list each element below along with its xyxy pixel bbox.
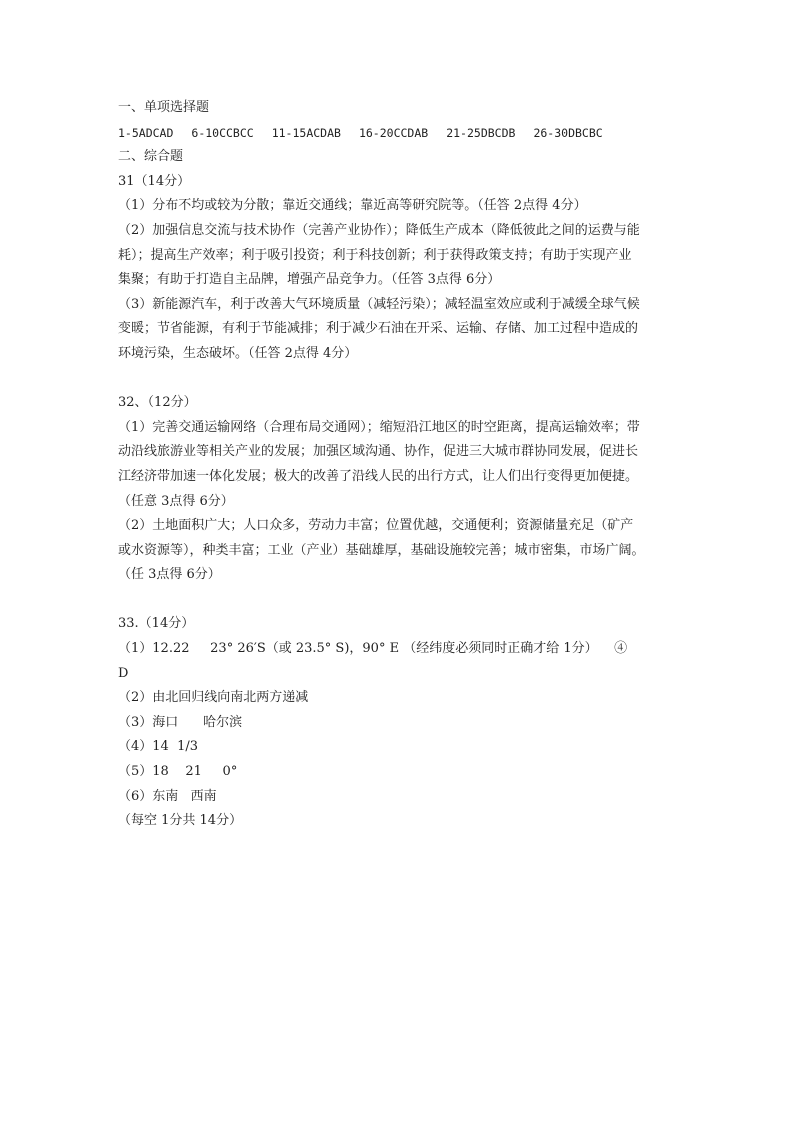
q32-part2-line: （任 3点得 6分） [118,567,221,583]
q31-part2-line: （2）加强信息交流与技术协作（完善产业协作）；降低生产成本（降低彼此之间的运费与能 [118,222,640,238]
q33-note: （每空 1分共 14分） [118,813,243,829]
choice-answers [118,121,698,146]
q32-part2-line: 或水资源等），种类丰富；工业（产业）基础雄厚，基础设施较完善；城市密集，市场广阔。 [118,542,645,558]
q31-part3-line: 环境污染，生态破坏。（任答 2点得 4分） [118,345,358,361]
answer-group: 1-5ADCAD [118,125,174,140]
q32-part1-line: 动沿线旅游业等相关产业的发展；加强区域沟通、协作，促进三大城市群协同发展，促进长 [118,444,639,460]
q33-part2: （2）由北回归线向南北两方递减 [118,690,309,706]
answer-sheet [118,96,698,834]
answer-group: 16-20CCDAB [358,125,429,140]
q32-part2-line: （2）土地面积广大；人口众多，劳动力丰富；位置优越，交通便利；资源储量充足（矿产 [118,518,634,534]
q32-part1-line: （任意 3点得 6分） [118,493,234,509]
q32-part1-line: （1）完善交通运输网络（合理布局交通网）；缩短沿江地区的时空距离，提高运输效率；带 [118,419,640,435]
q32-part1-line: 江经济带加速一体化发展；极大的改善了沿线人民的出行方式，让人们出行变得更加便捷。 [118,468,639,484]
answer-group: 26-30DBCBC [533,125,603,140]
q33-part4: （4）14 1/3 [118,739,198,755]
q31-part1: （1）分布不均或较为分散；靠近交通线；靠近高等研究院等。（任答 2点得 4分） [118,198,587,214]
q33-part5: （5）18 21 0° [118,764,238,780]
q33-part1-line: （1）12.22 23° 26′S（或 23.5° S)，90° E （经纬度必须同时正确才给 1分） ④ [118,641,628,657]
q33-part6: （6）东南 西南 [118,788,217,804]
answer-group: 11-15ACDAB [271,125,341,140]
spacer [118,588,698,613]
spacer [118,367,698,392]
q33-header: 33.（14分） [118,616,195,632]
q31-header: 31（14分） [118,173,191,189]
q31-part2-line: 集聚；有助于打造自主品牌，增强产品竞争力。（任答 3点得 6分） [118,272,501,288]
q31-part3-line: 变暖；节省能源，有利于节能减排；利于减少石油在开采、运输、存储、加工过程中造成的 [118,321,639,337]
q31-part2-line: 耗）；提高生产效率；利于吸引投资；利于科技创新；利于获得政策支持；有助于实现产业 [118,247,632,263]
section1-title: 一、单项选择题 [118,100,210,115]
q32-header: 32、（12分） [118,395,197,411]
q33-part1-line: D [118,665,129,681]
answer-group: 6-10CCBCC [191,125,254,140]
section2-title: 二、综合题 [118,149,184,165]
q31-part3-line: （3）新能源汽车，利于改善大气环境质量（减轻污染）；减轻温室效应或利于减缓全球气候 [118,296,640,312]
answer-group: 21-25DBCDB [446,125,516,140]
q33-part3: （3）海口 哈尔滨 [118,714,243,730]
